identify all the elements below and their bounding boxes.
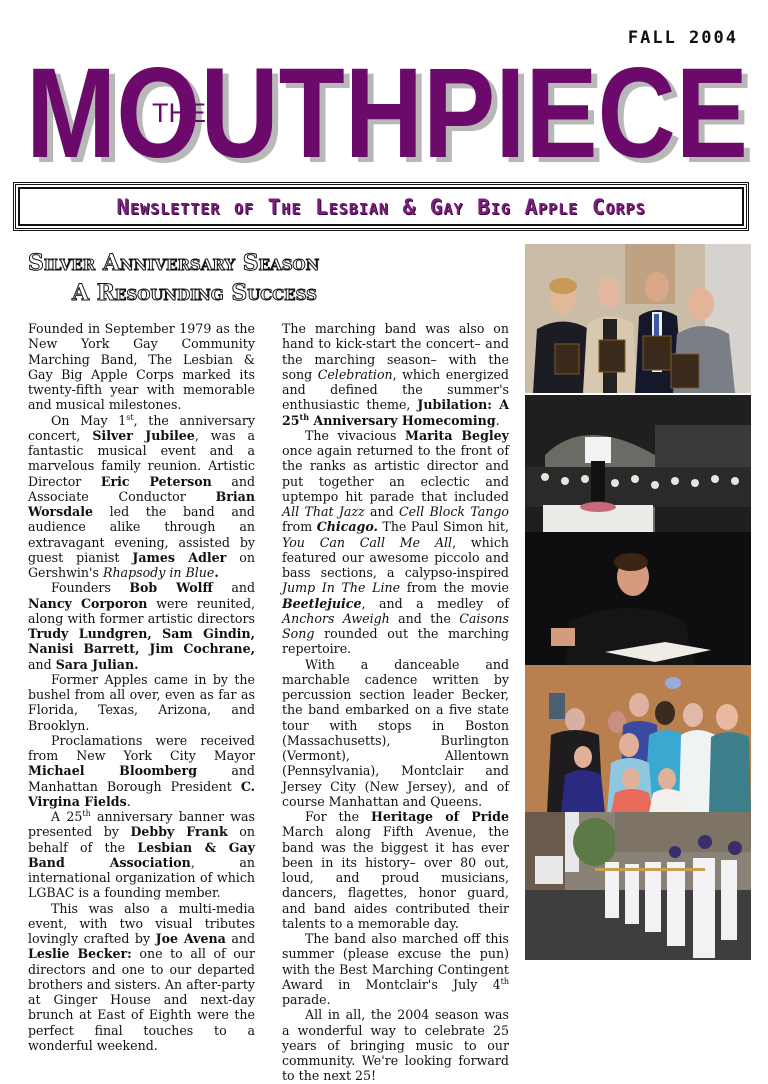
concert-band-image: [525, 395, 751, 533]
text-run: With a danceable and marchable cadence written by percussion section leader Becker, the band embarked on a five state tour with stops in Boston (Massachusetts), Burlington (Vermont), Allentown (Pennsylvania), Montclair and Jersey City (New Jersey), and of course Manhattan and Queens.: [282, 656, 509, 809]
text-run: on behalf of the: [28, 824, 255, 855]
emphasis-run: th: [299, 411, 310, 422]
text-run: , an international organization of which LGBAC is a founding member.: [28, 854, 255, 901]
article-column-2: [282, 321, 509, 1084]
emphasis-run: Celebration: [317, 366, 393, 382]
article-paragraph: [282, 428, 509, 657]
text-run: The band also marched off this summer (please excuse the pun) with the Best Marching Contingent Award in Montclair's July 4: [282, 931, 509, 992]
text-run: On May 1: [51, 412, 127, 428]
headline-line-1: Silver Anniversary Season: [28, 250, 320, 276]
masthead-the: THE: [152, 98, 206, 128]
text-run: and the: [389, 610, 460, 626]
text-run: This was also a multi-media event, with two visual tributes lovingly crafted by: [28, 900, 255, 946]
emphasis-run: Caisons Song: [282, 610, 509, 641]
article-paragraph: [28, 901, 255, 1054]
emphasis-run: Silver Jubilee: [92, 427, 195, 443]
text-run: The marching band was also on hand to kick-start the concert– and the marching season– with the song: [282, 321, 509, 382]
newsletter-banner: [13, 182, 749, 231]
text-run: and: [364, 504, 399, 519]
emphasis-run: Bob Wolff: [129, 580, 213, 596]
masthead-wordmark: [26, 64, 756, 168]
masthead-shadow: MOUTHPIECE: [32, 64, 754, 168]
photo-column: [525, 244, 751, 960]
emphasis-run: th: [82, 808, 91, 818]
text-run: March along Fifth Avenue, the band was the biggest it has ever been in its history– over 80 out, loud, and proud musicians, dancers, flagettes, honor guard, and band aides contributed their talents to a memorable day.: [282, 824, 509, 931]
emphasis-run: Cell Block Tango: [399, 504, 509, 519]
masthead-title: MOUTHPIECE: [26, 64, 748, 168]
text-run: All in all, the 2004 season was a wonderful way to celebrate 25 years of bringing music to our community. We're looking forward to the next 25!: [282, 1007, 509, 1084]
article-paragraph: [282, 809, 509, 931]
article-paragraph: [28, 809, 255, 901]
text-run: , and a medley of: [361, 595, 509, 611]
text-run: on Gershwin's: [28, 549, 255, 580]
article-paragraph: [28, 413, 255, 581]
award-recipients-photo: [525, 244, 751, 393]
text-run: were reunited, along with former artistic directors: [28, 595, 256, 626]
emphasis-run: C. Virgina Fields: [28, 778, 255, 809]
emphasis-run: Debby Frank: [130, 824, 228, 840]
emphasis-run: Jump In The Line: [282, 580, 401, 596]
issue-date: FALL 2004: [627, 28, 738, 48]
emphasis-run: Brian Worsdale: [28, 488, 255, 519]
text-run: and Associate Conductor: [28, 473, 256, 504]
article-paragraph: [282, 931, 509, 1007]
text-run: from the movie: [400, 580, 509, 596]
emphasis-run: Beetlejuice: [282, 595, 362, 611]
pianist-image: [525, 532, 751, 665]
parade-march-photo: [525, 812, 751, 960]
group-reunion-image: [525, 665, 751, 813]
text-run: once again returned to the front of the ranks as artistic director and put together an eclectic and uptempo hit parade that included: [282, 443, 509, 504]
article-paragraph: [282, 321, 509, 428]
emphasis-run: Leslie Becker:: [28, 946, 132, 962]
text-run: and Manhattan Borough President: [28, 763, 255, 794]
banner-text: Newsletter of The Lesbian & Gay Big Apple Corps: [116, 194, 646, 219]
emphasis-run: Marita Begley: [405, 427, 509, 443]
text-run: , was a fantastic musical event and a marvelous family reunion. Artistic Director: [28, 427, 256, 489]
emphasis-run: Anchors Aweigh: [282, 610, 390, 626]
text-run: one to all of our directors and one to our departed brothers and sisters. An after-party at Ginger House and next-day brunch at East of Eighth were the perfect final touches to a wonderful weekend.: [28, 946, 255, 1053]
emphasis-run: James Adler: [132, 549, 227, 565]
text-run: A 25: [51, 809, 83, 824]
emphasis-run: Jubilation: A 25: [282, 397, 509, 428]
emphasis-run: Lesbian & Gay Band Association: [28, 839, 255, 870]
text-run: led the band and audience alike through an extravagant evening, assisted by guest pianist: [28, 504, 255, 565]
article-paragraph: [282, 657, 509, 810]
headline-line-2: A Resounding Success: [72, 280, 317, 306]
text-run: , which energized and defined the summer's enthusiastic theme,: [282, 366, 509, 413]
emphasis-run: Eric Peterson: [100, 473, 212, 489]
text-run: Former Apples came in by the bushel from all over, even as far as Florida, Texas, Arizona, and Brooklyn.: [28, 671, 255, 733]
concert-band-photo: [525, 393, 751, 533]
masthead-logo: [26, 64, 756, 168]
article-headline: [28, 248, 508, 308]
emphasis-run: Sara Julian.: [55, 656, 139, 672]
article-paragraph: [28, 580, 255, 672]
text-run: Founded in September 1979 as the New York Gay Community Marching Band, The Lesbian & Gay Big Apple Corps marked its twenty-fifth year with memorable and musical milestones.: [28, 321, 255, 413]
emphasis-run: Heritage of Pride: [370, 809, 509, 824]
text-run: The vivacious: [305, 427, 406, 443]
text-run: For the: [305, 809, 371, 824]
text-run: The Paul Simon hit,: [377, 519, 509, 535]
text-run: and: [28, 656, 56, 672]
emphasis-run: Anniversary Homecoming: [309, 412, 496, 428]
text-run: parade.: [282, 992, 331, 1007]
text-run: and: [212, 580, 256, 596]
emphasis-run: .: [214, 565, 219, 580]
text-run: Proclamations were received from New York City Mayor: [28, 732, 255, 763]
emphasis-run: Chicago.: [316, 519, 378, 535]
emphasis-run: st: [126, 412, 134, 422]
parade-march-image: [525, 812, 751, 960]
banner-inner-frame: [18, 187, 744, 226]
text-run: and: [225, 931, 256, 946]
text-run: anniversary banner was presented by: [28, 809, 256, 840]
emphasis-run: Michael Bloomberg: [28, 763, 198, 779]
text-run: Founders: [51, 580, 130, 596]
text-run: , the anniversary concert,: [28, 412, 255, 443]
emphasis-run: All That Jazz: [282, 504, 365, 519]
award-recipients-image: [525, 244, 751, 393]
emphasis-run: th: [500, 976, 509, 986]
article-column-1: [28, 321, 255, 1053]
group-reunion-photo: [525, 665, 751, 813]
text-run: , which featured our awesome piccolo and bass sections, a calypso-inspired: [282, 534, 509, 580]
emphasis-run: Rhapsody in Blue: [102, 565, 215, 580]
article-paragraph: [28, 321, 255, 413]
emphasis-run: Trudy Lundgren, Sam Gindin, Nanisi Barrett, Jim Cochrane,: [28, 626, 255, 657]
text-run: .: [495, 412, 500, 428]
emphasis-run: Nancy Corporon: [28, 595, 148, 611]
article-paragraph: [28, 733, 255, 809]
article-paragraph: [28, 672, 255, 733]
article-paragraph: [282, 1007, 509, 1083]
text-run: from: [282, 519, 317, 535]
emphasis-run: Joe Avena: [155, 931, 226, 946]
text-run: .: [126, 793, 131, 809]
emphasis-run: You Can Call Me All: [282, 534, 453, 550]
text-run: rounded out the marching repertoire.: [282, 626, 509, 657]
pianist-photo: [525, 532, 751, 665]
